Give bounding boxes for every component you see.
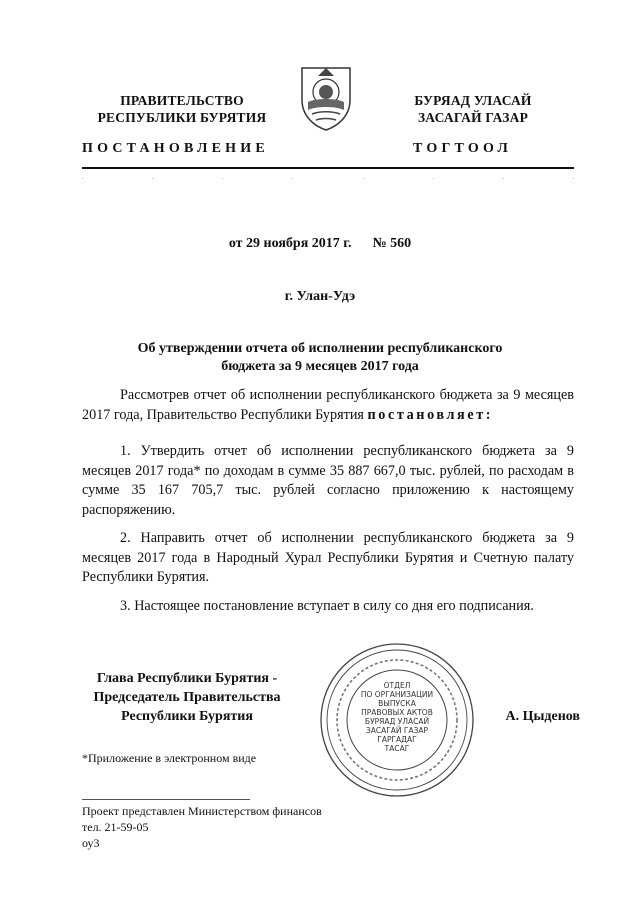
document-title [0,340,640,376]
item-2-paragraph [82,529,574,588]
government-name-line1: ПРАВИТЕЛЬСТВО [120,93,244,108]
government-name-bua-line1: БУРЯАД УЛАСАЙ [414,93,532,108]
official-stamp [318,641,476,799]
document-title-line1: Об утверждении отчета об исполнении республиканского [137,341,503,356]
item-2-text: 2. Направить отчет об исполнении республиканского бюджета за 9 месяцев 2017 года в Народный Хурал Республики Бурятия и Счетную палату Республики Бурятия. [82,530,574,585]
signatory-title-line2: Председатель Правительства [93,690,281,705]
government-name-bua-line2: ЗАСАГАЙ ГАЗАР [417,110,529,125]
footer-phone: тел. 21-59-05 [82,820,149,834]
header-dotted-line [82,178,574,182]
signatory-title [82,669,292,726]
doc-type-ru: ПОСТАНОВЛЕНИЕ [82,141,269,156]
intro-paragraph [82,386,574,425]
document-number: № 560 [372,236,412,251]
document-date: от 29 ноября 2017 г. [228,236,352,251]
document-date-number [0,236,640,252]
item-1-text: 1. Утвердить отчет об исполнении республиканского бюджета за 9 месяцев 2017 года* по доходам в сумме 35 887 667,0 тыс. рублей, по расходам в сумме 35 167 705,7 тыс. рублей согласно приложению к настоящему распоряжению. [82,443,574,518]
item-3-paragraph [82,597,574,617]
government-name-bua [378,92,568,126]
signatory-title-line3: Республики Бурятия [121,709,253,724]
footer-ministry: Проект представлен Министерством финансов [82,804,322,818]
footer-info [82,803,322,851]
signatory-title-line1: Глава Республики Бурятия - [96,671,278,686]
attachment-footnote: *Приложение в электронном виде [82,751,257,765]
header-divider [82,167,574,169]
footer-divider [82,799,250,800]
document-city: г. Улан-Удэ [284,289,356,304]
government-name-ru [82,92,282,126]
intro-text: Рассмотрев отчет об исполнении республиканского бюджета за 9 месяцев 2017 года, Правительство Республики Бурятия [82,387,574,423]
intro-decision-word: постановляет: [367,406,494,423]
government-name-line2: РЕСПУБЛИКИ БУРЯТИЯ [97,110,267,125]
document-title-line2: бюджета за 9 месяцев 2017 года [221,359,419,374]
item-3-text: 3. Настоящее постановление вступает в силу со дня его подписания. [120,598,534,614]
item-1-paragraph [82,442,574,520]
coat-of-arms-emblem [296,62,356,132]
signatory-name: А. Цыденов [505,709,580,724]
stamp-center-text: ОТДЕЛ ПО ОРГАНИЗАЦИИ ВЫПУСКА ПРАВОВЫХ АКТОВ БУРЯАД УЛАСАЙ ЗАСАГАЙ ГАЗАР ГАРГАДАГ ТАСАГ [360,681,434,753]
doc-type-bua: ТОГТООЛ [413,141,513,156]
footer-code: оу3 [82,836,100,850]
